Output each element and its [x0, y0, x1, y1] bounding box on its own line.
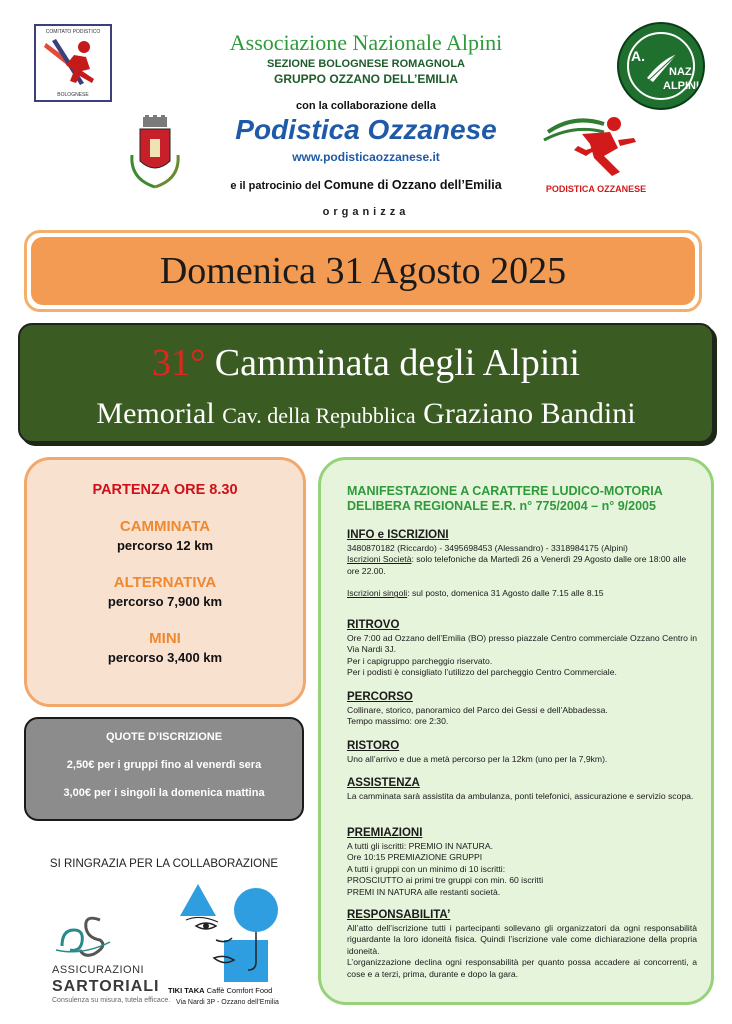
- route-name: MINI: [149, 630, 181, 647]
- singoli-registration: [347, 588, 697, 599]
- info-box-title: [347, 484, 707, 514]
- organizza-text: organizza: [322, 206, 410, 218]
- fees-title: QUOTE D’ISCRIZIONE: [105, 731, 223, 743]
- ana-alpini-text: ALPINI: [663, 80, 700, 92]
- routes-box: [24, 457, 306, 707]
- date-banner: [24, 230, 702, 312]
- ritrovo-text: Ore 7:00 ad Ozzano dell’Emilia (BO) presso piazzale Centro commerciale Ozzano Centro in Via Nardi 3J.: [347, 633, 697, 655]
- route-name: CAMMINATA: [119, 518, 211, 535]
- memorial-line: [20, 397, 712, 431]
- start-time: PARTENZA ORE 8.30: [92, 482, 238, 498]
- singoli-label: Iscrizioni singoli: [347, 588, 408, 599]
- section-heading: PREMIAZIONI: [347, 827, 423, 839]
- section-heading: PERCORSO: [347, 691, 413, 703]
- percorso-text: Collinare, storico, panoramico del Parco dei Gessi e dell’Abbadessa.: [347, 705, 608, 715]
- section-heading: RITROVO: [347, 619, 400, 631]
- assistenza-section: [347, 776, 697, 802]
- responsabilita-text: All’atto dell’iscrizione tutti i partecipanti sollevano gli organizzatori da ogni responsabilità riguardante la loro idoneità fisica. Quindi l’iscrizione vale come dichiarazione della propria idoneità.: [347, 923, 697, 956]
- societa-text: : solo telefoniche da Martedì 26 a Venerdì 29 Agosto dalle ore 18:00 alle ore 22.00.: [347, 554, 687, 576]
- premiazioni-text: PROSCIUTTO ai primi tre gruppi con min. 60 iscritti: [347, 875, 544, 886]
- podistica-logo-label: PODISTICA OZZANESE: [545, 184, 647, 194]
- tiki-taka-logo: [176, 880, 286, 984]
- podistica-title: Podistica Ozzanese: [235, 114, 497, 145]
- route-distance: percorso 3,400 km: [107, 650, 223, 665]
- premiazioni-text: Ore 10:15 PREMIAZIONE GRUPPI: [347, 852, 483, 863]
- info-title-line-1: MANIFESTAZIONE A CARATTERE LUDICO-MOTORIA: [347, 484, 663, 498]
- section-heading: RESPONSABILITA’: [347, 909, 451, 921]
- sartoriali-logo-mark: [52, 906, 112, 962]
- tiki-taka-address: Via Nardi 3P - Ozzano dell’Emilia: [176, 999, 279, 1006]
- responsabilita-text: L’organizzazione declina ogni responsabilità per quanto possa accadere ai concorrenti, a cose e a terzi, prima, durante e dopo la gara.: [347, 957, 697, 979]
- phone-numbers: 3480870182 (Riccardo) - 3495698453 (Alessandro) - 3318984175 (Alpini): [347, 543, 628, 553]
- ana-left-text: A.: [631, 48, 645, 64]
- tiki-taka-icon: [176, 880, 286, 984]
- group-name: GRUPPO OZZANO DELL’EMILIA: [273, 72, 458, 86]
- event-name: Camminata degli Alpini: [214, 342, 580, 384]
- tiki-name: TIKI TAKA: [168, 986, 205, 995]
- info-title-line-2: DELIBERA REGIONALE E.R. n° 775/2004 – n° 9/2005: [347, 499, 656, 513]
- route-name: ALTERNATIVA: [113, 574, 217, 591]
- premiazioni-text: A tutti i gruppi con un minimo di 10 iscritti:: [347, 863, 506, 874]
- event-title: [20, 341, 712, 385]
- route-distance: percorso 7,900 km: [107, 594, 223, 609]
- percorso-text: Tempo massimo: ore 2:30.: [347, 716, 449, 727]
- assistenza-text: La camminata sarà assistita da ambulanza, ponti telefonici, assicurazione e servizio scopa.: [347, 791, 694, 801]
- tiki-taka-name: [168, 986, 272, 995]
- ana-title: Associazione Nazionale Alpini: [229, 30, 503, 55]
- societa-label: Iscrizioni Società: [347, 554, 412, 565]
- premiazioni-text: A tutti gli iscritti: PREMIO IN NATURA.: [347, 841, 493, 851]
- sartoriali-tagline: Consulenza su misura, tutela efficace.: [52, 997, 171, 1004]
- podistica-url[interactable]: www.podisticaozzanese.it: [292, 150, 440, 164]
- memorial-name: Graziano Bandini: [423, 397, 636, 430]
- fee-groups: 2,50€ per i gruppi fino al venerdì sera: [66, 759, 262, 771]
- memorial-honor: Cav. della Repubblica: [222, 403, 416, 428]
- collaboration-text: con la collaborazione della: [296, 100, 436, 112]
- fees-box: [24, 717, 304, 821]
- comitato-bottom-text: BOLOGNESE: [57, 92, 89, 98]
- info-section: [347, 528, 697, 600]
- premiazioni-text: PREMI IN NATURA alle restanti società.: [347, 886, 501, 897]
- societa-registration: [347, 554, 697, 577]
- fee-singles: 3,00€ per i singoli la domenica mattina: [63, 787, 265, 799]
- section-heading: ASSISTENZA: [347, 777, 420, 789]
- edition-number: 31°: [152, 342, 206, 384]
- thanks-text: SI RINGRAZIA PER LA COLLABORAZIONE: [49, 858, 279, 870]
- event-title-banner: [18, 323, 714, 443]
- memorial-word: Memorial: [96, 397, 215, 430]
- section-heading: RISTORO: [347, 740, 400, 752]
- tiki-desc: Caffè Comfort Food: [206, 986, 273, 995]
- event-date: Domenica 31 Agosto 2025: [31, 237, 695, 305]
- ritrovo-text: Per i capigruppo parcheggio riservato.: [347, 655, 493, 666]
- premiazioni-section: [347, 826, 697, 898]
- ana-naz-text: NAZ.: [669, 66, 695, 78]
- percorso-section: [347, 690, 697, 728]
- sartoriali-word: ASSICURAZIONI: [52, 964, 145, 976]
- sartoriali-logo-icon: [52, 906, 112, 962]
- patronage-text: [0, 178, 732, 192]
- sartoriali-name: SARTORIALI: [52, 978, 160, 995]
- info-box: [318, 457, 714, 1005]
- singoli-text: : sul posto, domenica 31 Agosto dalle 7.15 alle 8.15: [407, 588, 604, 599]
- section-heading: INFO e ISCRIZIONI: [347, 529, 449, 541]
- ristoro-text: Uno all’arrivo e due a metà percorso per la 12km (uno per la 7,9km).: [347, 754, 608, 764]
- ristoro-section: [347, 739, 697, 765]
- comitato-top-text: COMITATO PODISTICO: [45, 29, 101, 35]
- responsabilita-section: [347, 908, 697, 980]
- patronage-prefix: e il patrocinio del: [230, 180, 321, 192]
- ritrovo-text: Per i podisti è consigliato l’utilizzo del parcheggio Centro Commerciale.: [347, 667, 617, 678]
- section-name: SEZIONE BOLOGNESE ROMAGNOLA: [266, 58, 465, 70]
- ritrovo-section: [347, 618, 697, 679]
- route-distance: percorso 12 km: [116, 538, 214, 553]
- patronage-name: Comune di Ozzano dell’Emilia: [323, 178, 502, 192]
